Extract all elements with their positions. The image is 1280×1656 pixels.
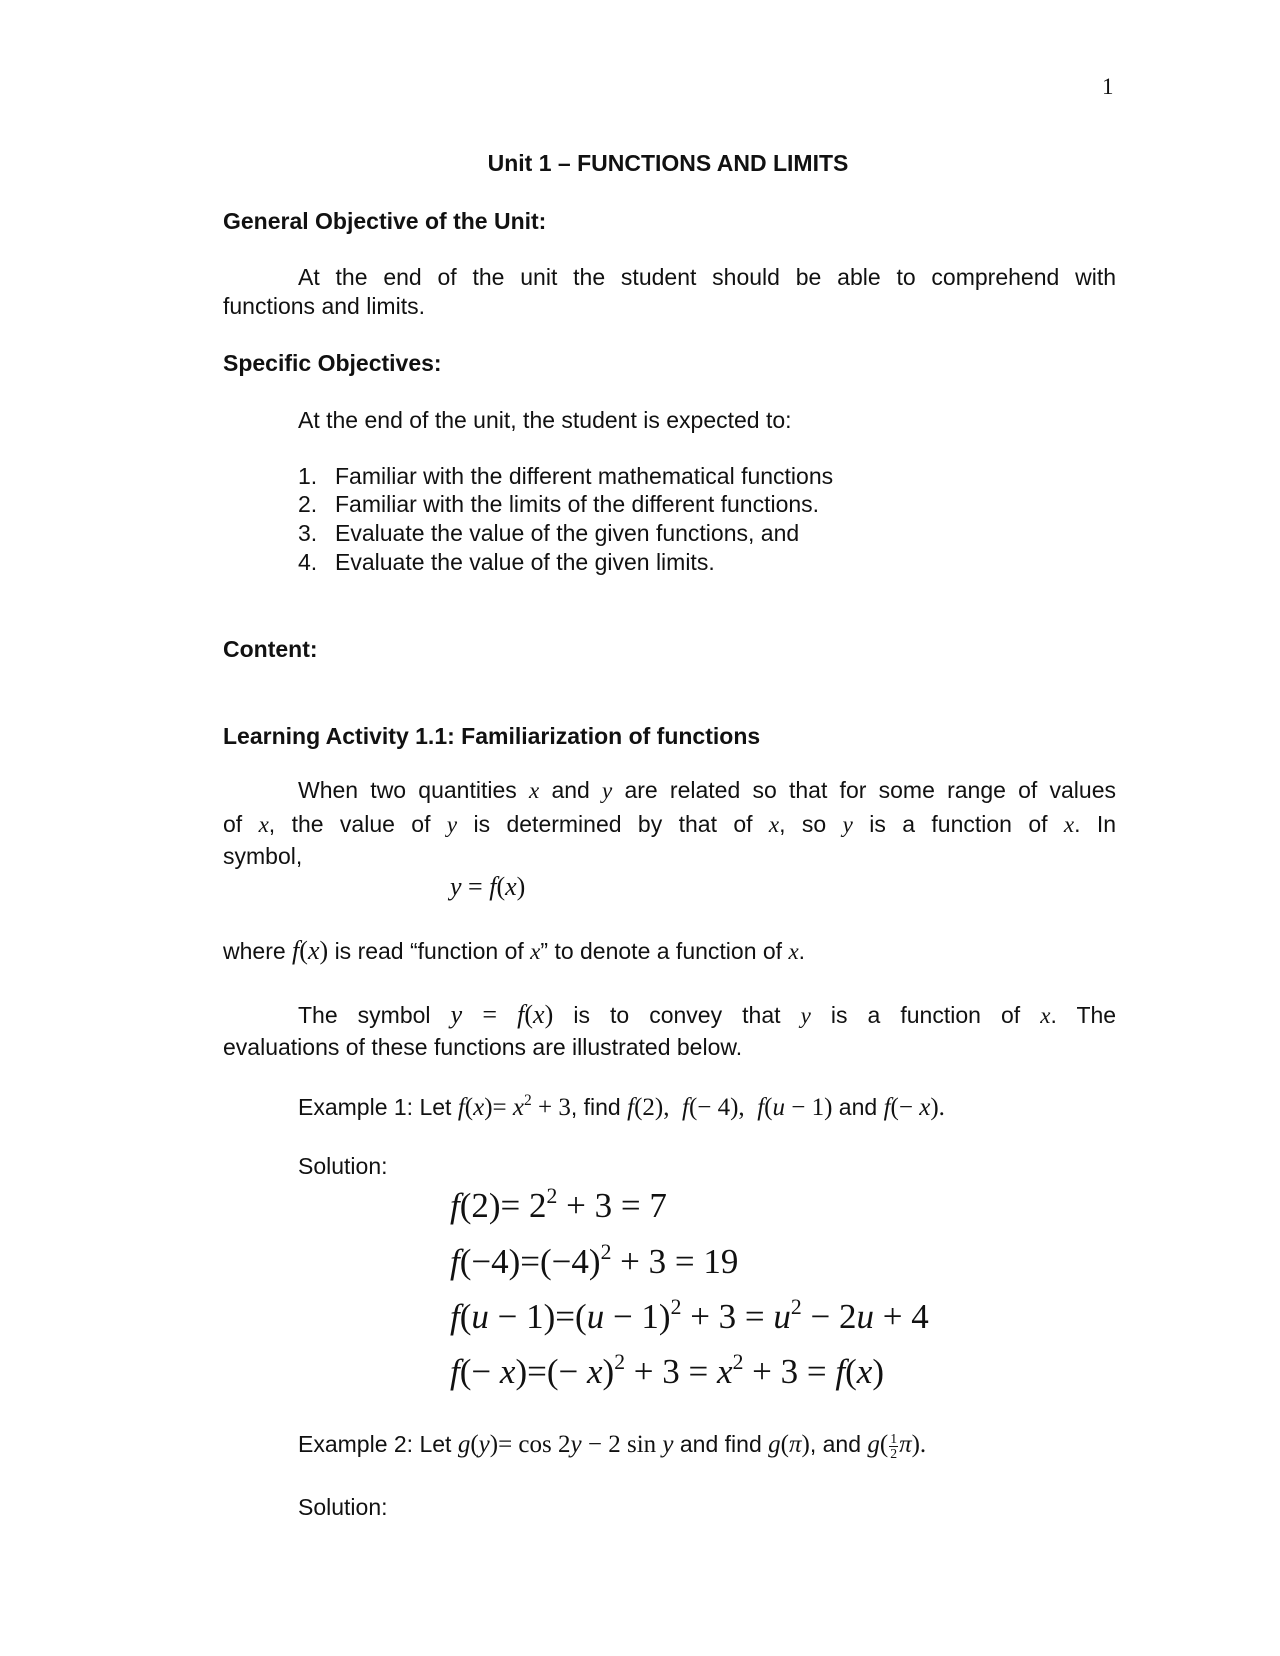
objective-list-item <box>298 520 317 547</box>
objective-text: Evaluate the value of the given limits. <box>335 549 715 575</box>
text-run: , and <box>809 1431 861 1457</box>
general-objective-line1: At the end of the unit the student should be able to comprehend with <box>298 264 1116 290</box>
example-1-solution-line-3: $f(u - 1)=(u - 1)^2 + 3 = u^2 - 2u + 4$ <box>450 1295 929 1337</box>
activity-paragraph-2: where f(x) is read “function of x” to denote a function of x. <box>223 936 806 965</box>
example-1-solution-label: Solution: <box>298 1153 388 1179</box>
fraction-one-half: $\frac{1}{2}$ <box>890 1431 898 1461</box>
text-run: , so <box>779 811 827 837</box>
objective-text: Evaluate the value of the given functions, and <box>335 520 800 546</box>
activity-paragraph-3-line-2: evaluations of these functions are illustrated below. <box>223 1034 743 1060</box>
text-run: are related so that for some range of values <box>624 777 1117 803</box>
example-1-solution-line-2: $f(-4)=(-4)^2 + 3 = 19$ <box>450 1240 739 1282</box>
page-title: Unit 1 – FUNCTIONS AND LIMITS <box>487 150 849 176</box>
objective-list-item <box>298 549 317 576</box>
text-run: is to convey that <box>573 1002 781 1028</box>
text-run: and find <box>679 1431 762 1457</box>
text-run: , the value of <box>268 811 431 837</box>
text-run: and <box>838 1094 878 1121</box>
text-run: is a function of <box>869 811 1048 837</box>
text-run: where <box>223 938 286 964</box>
text-run: ” to denote a function of <box>540 938 783 964</box>
specific-objectives-intro: At the end of the unit, the student is expected to: <box>298 407 792 433</box>
text-run: is a function of <box>830 1002 1021 1028</box>
general-objective-line2: functions and limits. <box>223 293 425 319</box>
text-run: . The <box>1050 1002 1117 1028</box>
activity-paragraph-1-line-3: symbol, <box>223 843 303 869</box>
objective-number: 4. <box>298 549 318 575</box>
objective-number: 2. <box>298 491 318 517</box>
example-1-statement: Example 1: Let $f(x)= x^2 + 3$, find f(2), f(− 4), f(u − 1) and f(− x). <box>298 1092 945 1122</box>
activity-paragraph-3-line-1: The symbol y = f(x) is to convey that y is a function of x. The <box>298 1000 1117 1029</box>
activity-paragraph-1-line-1: When two quantities x and y are related so that for some range of values <box>298 777 1117 803</box>
objective-list-item <box>298 463 317 490</box>
text-run: is determined by that of <box>473 811 753 837</box>
specific-objectives-heading: Specific Objectives: <box>223 350 442 376</box>
activity-paragraph-1-line-2: of x, the value of y is determined by that of x, so y is a function of x. In <box>223 811 1117 837</box>
text-run: is read “function of <box>334 938 524 964</box>
text-run: The symbol <box>298 1002 431 1028</box>
text-run: , find <box>570 1094 621 1121</box>
example-1-solution-line-4: $f(- x)=(- x)^2 + 3 = x^2 + 3 = f(x)$ <box>450 1350 884 1392</box>
content-heading: Content: <box>223 636 318 662</box>
equation-y-equals-fx: y = f(x) <box>450 872 526 901</box>
example-1-solution-line-1: $f(2)= 2^2 + 3 = 7$ <box>450 1184 667 1226</box>
general-objective-heading: General Objective of the Unit: <box>223 208 547 234</box>
text-run: . <box>798 938 806 964</box>
objective-number: 3. <box>298 520 318 546</box>
text-run: When two quantities <box>298 777 517 803</box>
text-run: of <box>223 811 243 837</box>
objective-text: Familiar with the different mathematical functions <box>335 463 834 489</box>
objective-number: 1. <box>298 463 318 489</box>
text-run: . In <box>1074 811 1117 837</box>
activity-heading: Learning Activity 1.1: Familiarization of functions <box>223 723 761 749</box>
text-run: Example 1: Let <box>298 1094 452 1121</box>
text-run: and <box>551 777 590 803</box>
example-2-statement: Example 2: Let g(y)= cos 2y − 2 sin y and find g(π), and g( $\frac{1}{2}$ π). <box>298 1431 927 1461</box>
objective-list-item <box>298 491 317 518</box>
example-2-solution-label: Solution: <box>298 1494 388 1520</box>
objective-text: Familiar with the limits of the different functions. <box>335 491 820 517</box>
text-run: Example 2: Let <box>298 1431 452 1457</box>
page-number: 1 <box>1102 74 1114 99</box>
